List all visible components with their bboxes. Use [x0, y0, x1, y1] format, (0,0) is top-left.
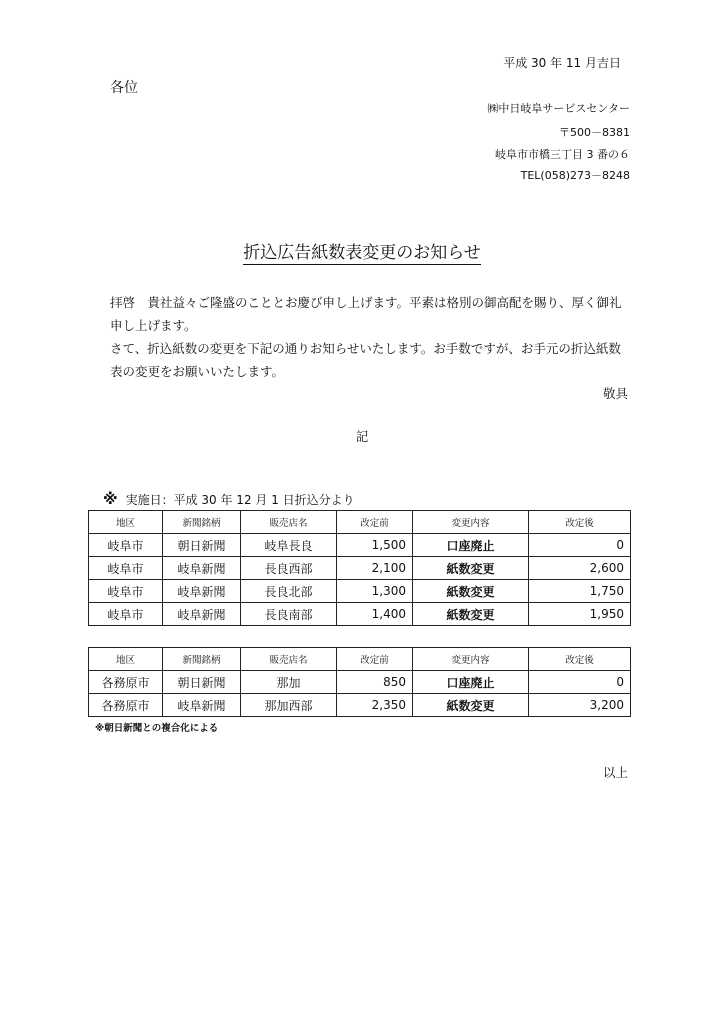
cell-before: 1,500 [337, 534, 413, 557]
change-table-kakamigahara [88, 647, 631, 717]
cell-change: 口座廃止 [413, 534, 529, 557]
cell-before: 2,350 [337, 694, 413, 717]
footnote: ※朝日新聞との複合化による [95, 723, 219, 734]
sender-company: ㈱中日岐阜サービスセンター [487, 102, 630, 115]
cell-paper: 岐阜新聞 [163, 580, 241, 603]
cell-before: 850 [337, 671, 413, 694]
cell-shop: 那加 [241, 671, 337, 694]
cell-paper: 岐阜新聞 [163, 694, 241, 717]
cell-change: 紙数変更 [413, 580, 529, 603]
sender-address: 岐阜市市橋三丁目 3 番の６ [495, 148, 630, 161]
header-area: 地区 [89, 648, 163, 671]
ending-ijo: 以上 [602, 765, 628, 780]
cell-area: 各務原市 [89, 671, 163, 694]
table-row [89, 534, 631, 557]
body-paragraph-notice: さて、折込紙数の変更を下記の通りお知らせいたします。お手数ですが、お手元の折込紙数表の変更をお願いいたします。 [110, 341, 621, 379]
cell-area: 各務原市 [89, 694, 163, 717]
cell-shop: 岐阜長良 [241, 534, 337, 557]
letter-body [110, 291, 630, 383]
closing-keigu: 敬具 [602, 386, 628, 401]
sender-postal-code: 〒500－8381 [559, 126, 630, 139]
cell-change: 口座廃止 [413, 671, 529, 694]
cell-before: 1,300 [337, 580, 413, 603]
notice-mark: ※ [103, 490, 118, 508]
cell-area: 岐阜市 [89, 557, 163, 580]
cell-after: 0 [529, 671, 631, 694]
cell-before: 1,400 [337, 603, 413, 626]
cell-paper: 岐阜新聞 [163, 603, 241, 626]
header-change: 変更内容 [413, 511, 529, 534]
change-table-gifu [88, 510, 631, 626]
cell-area: 岐阜市 [89, 534, 163, 557]
cell-after: 0 [529, 534, 631, 557]
table-header-row [89, 648, 631, 671]
cell-change: 紙数変更 [413, 557, 529, 580]
table-row [89, 603, 631, 626]
cell-shop: 長良西部 [241, 557, 337, 580]
table-row [89, 580, 631, 603]
ki-marker: 記 [355, 429, 369, 444]
cell-paper: 朝日新聞 [163, 534, 241, 557]
header-shop: 販売店名 [241, 511, 337, 534]
header-after: 改定後 [529, 511, 631, 534]
cell-paper: 朝日新聞 [163, 671, 241, 694]
header-after: 改定後 [529, 648, 631, 671]
document-title-text: 折込広告紙数表変更のお知らせ [243, 243, 481, 263]
table-header-row [89, 511, 631, 534]
header-before: 改定前 [337, 511, 413, 534]
cell-after: 2,600 [529, 557, 631, 580]
header-area: 地区 [89, 511, 163, 534]
table-row [89, 694, 631, 717]
document-title [0, 238, 724, 263]
cell-change: 紙数変更 [413, 603, 529, 626]
header-before: 改定前 [337, 648, 413, 671]
cell-after: 3,200 [529, 694, 631, 717]
header-shop: 販売店名 [241, 648, 337, 671]
header-paper: 新聞銘柄 [163, 648, 241, 671]
cell-change: 紙数変更 [413, 694, 529, 717]
cell-shop: 那加西部 [241, 694, 337, 717]
notice-text: 実施日：平成 30 年 12 月 1 日折込分より [125, 493, 355, 507]
cell-after: 1,750 [529, 580, 631, 603]
document-date: 平成 30 年 11 月吉日 [503, 56, 621, 70]
header-change: 変更内容 [413, 648, 529, 671]
table-row [89, 671, 631, 694]
table-row [89, 557, 631, 580]
cell-after: 1,950 [529, 603, 631, 626]
cell-shop: 長良北部 [241, 580, 337, 603]
cell-before: 2,100 [337, 557, 413, 580]
effective-date-notice [103, 490, 355, 508]
cell-paper: 岐阜新聞 [163, 557, 241, 580]
body-paragraph-greeting: 拝啓 貴社益々ご隆盛のこととお慶び申し上げます。平素は格別の御高配を賜り、厚く御礼申し上げます。 [110, 295, 622, 333]
cell-area: 岐阜市 [89, 603, 163, 626]
cell-area: 岐阜市 [89, 580, 163, 603]
recipient-line: 各位 [110, 80, 138, 96]
cell-shop: 長良南部 [241, 603, 337, 626]
sender-phone: TEL(058)273－8248 [520, 169, 630, 182]
header-paper: 新聞銘柄 [163, 511, 241, 534]
